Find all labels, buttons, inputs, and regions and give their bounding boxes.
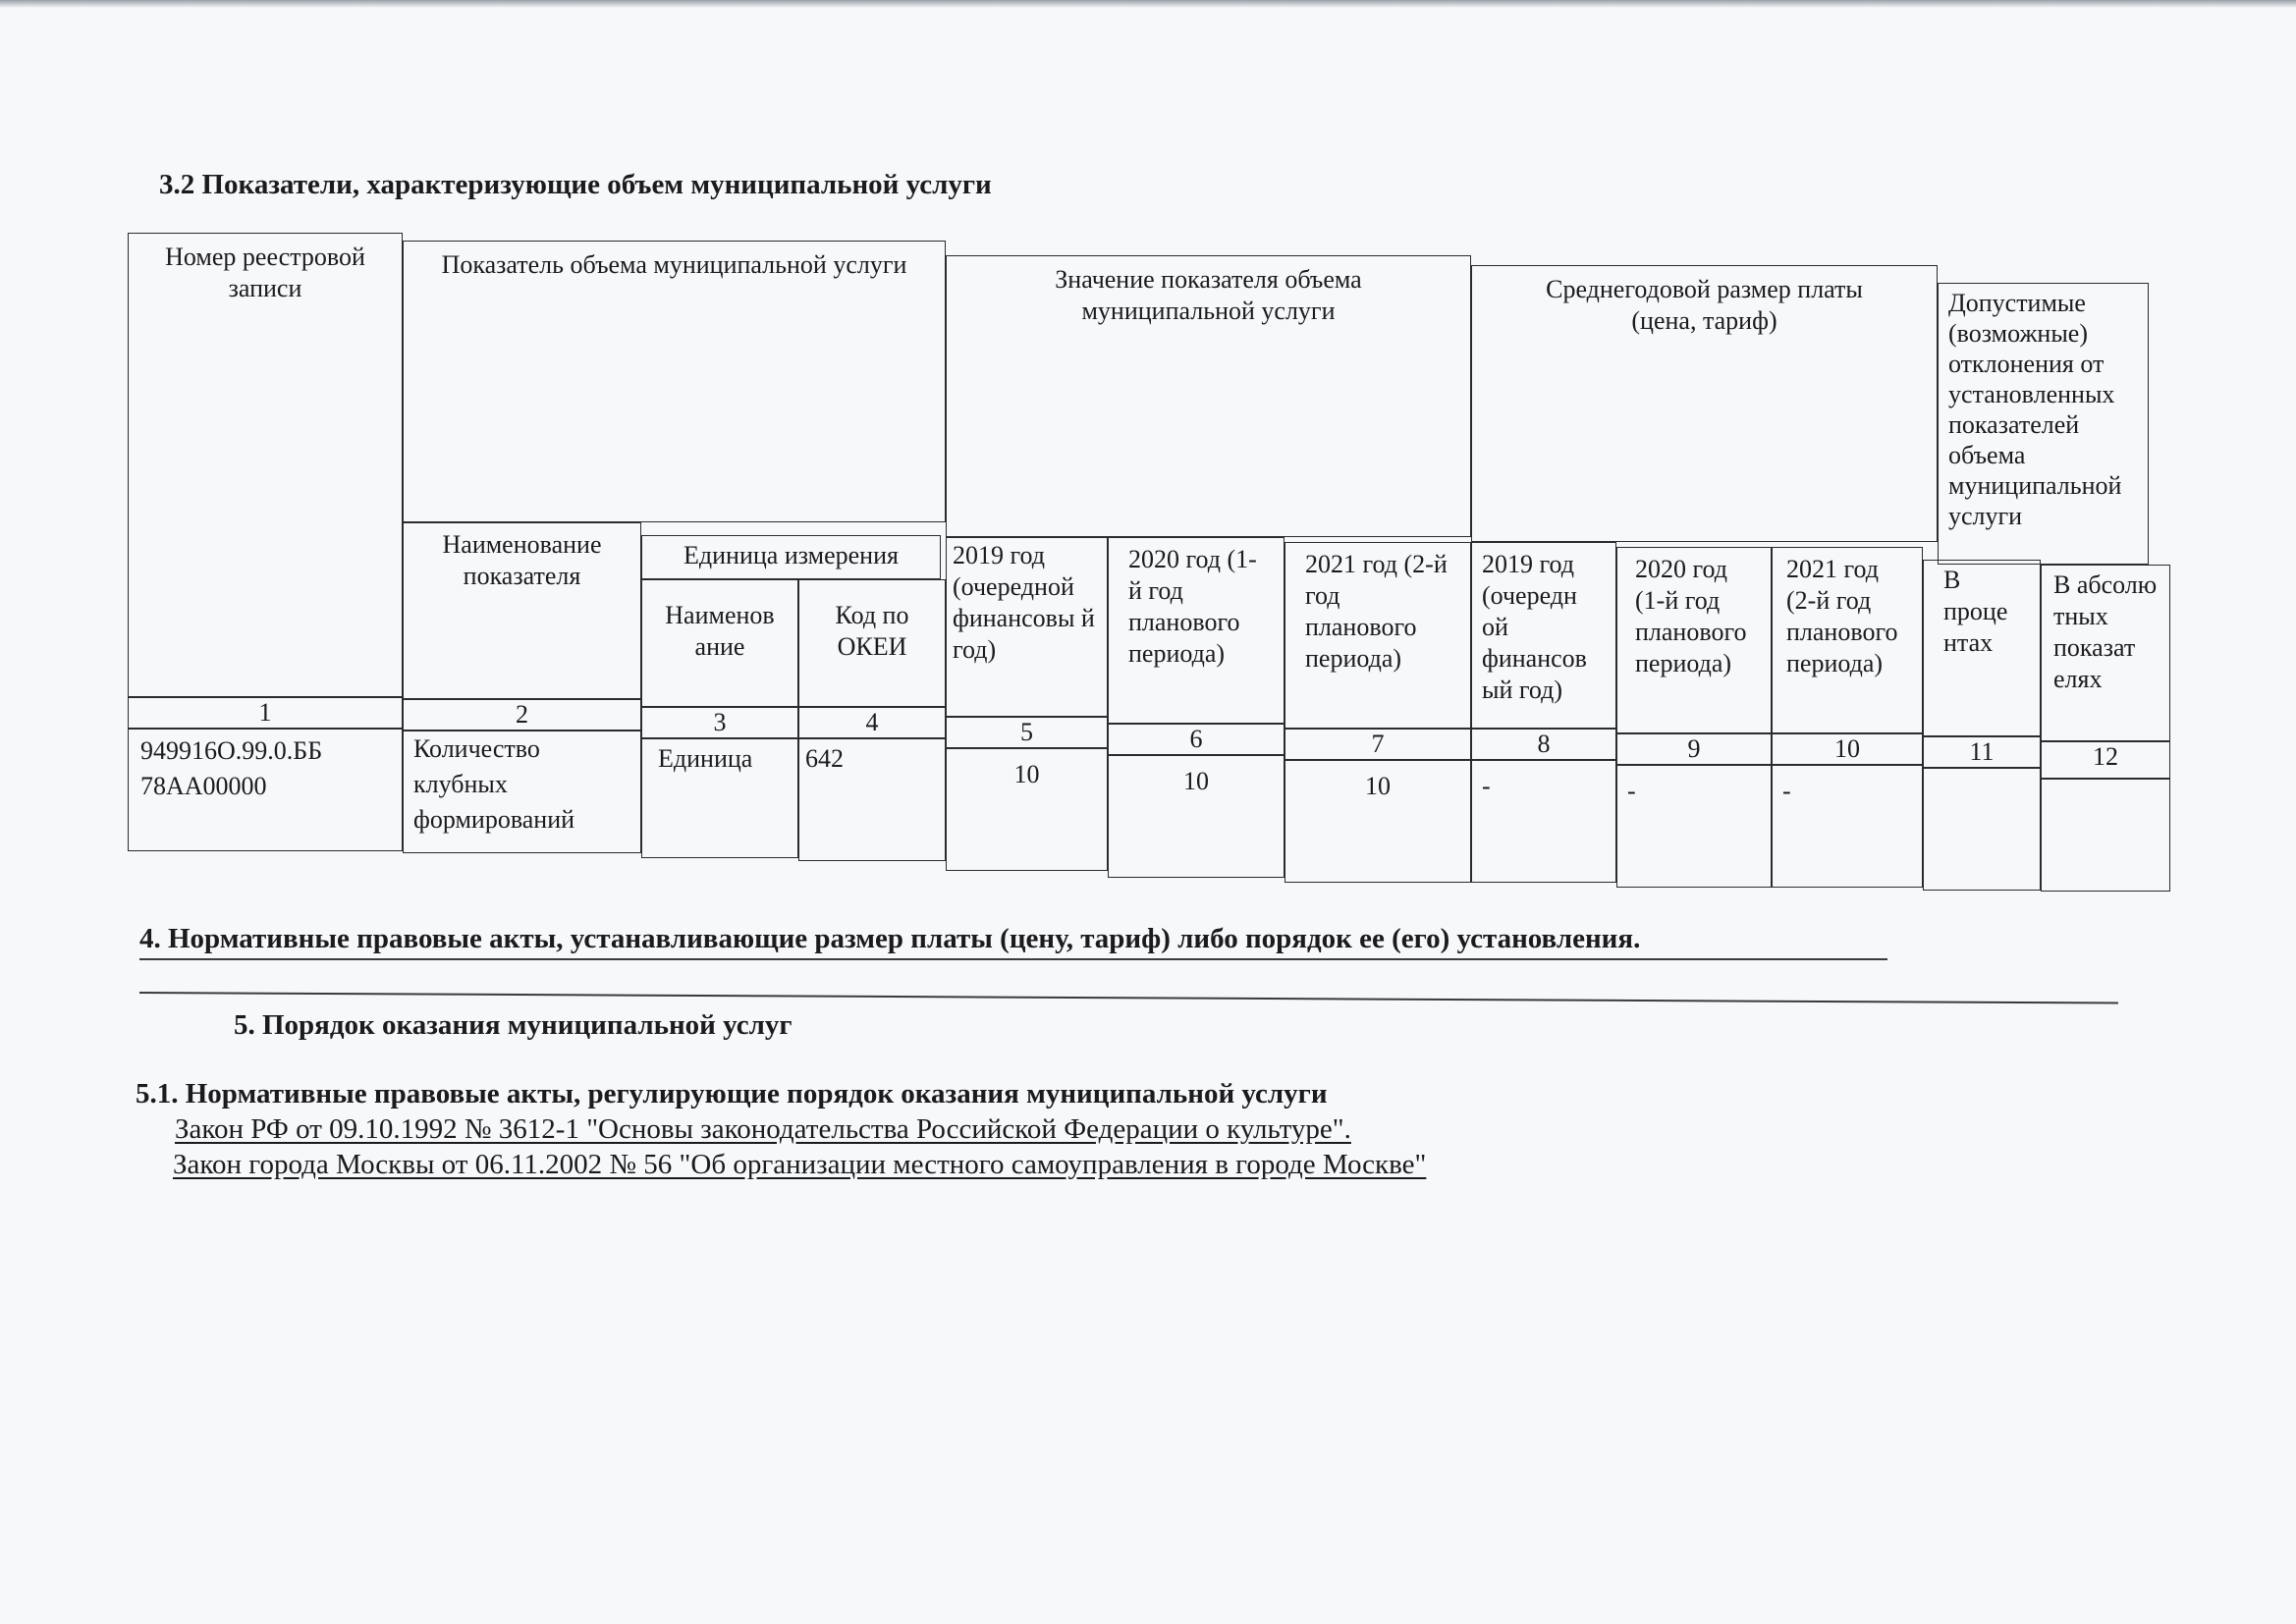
header-fee-2021: 2021 год (2-й год планового периода) bbox=[1772, 547, 1923, 733]
row-fee-2021: - bbox=[1772, 765, 1923, 888]
column-number: 12 bbox=[2041, 741, 2170, 779]
row-unit-name: Единица bbox=[641, 738, 798, 858]
header-value-2020: 2020 год (1-й год планового периода) bbox=[1108, 537, 1285, 724]
row-value-2020: 10 bbox=[1108, 755, 1285, 878]
section-4-blank-line bbox=[139, 992, 2118, 1004]
section-3-2-title: 3.2 Показатели, характеризующие объем муниципальной услуги bbox=[159, 169, 992, 200]
column-number: 6 bbox=[1108, 724, 1285, 755]
header-unit: Единица измерения bbox=[641, 535, 941, 579]
row-deviation-absolute bbox=[2041, 779, 2170, 892]
column-number: 4 bbox=[798, 707, 946, 738]
law-reference: Закон города Москвы от 06.11.2002 № 56 "Об организации местного самоуправления в городе Москве" bbox=[173, 1149, 1427, 1180]
row-indicator-name: Количество клубных формирований bbox=[403, 731, 641, 853]
row-fee-2020: - bbox=[1616, 765, 1772, 888]
header-value-2019: 2019 год (очередной финансовы й год) bbox=[946, 537, 1108, 717]
column-number: 9 bbox=[1616, 733, 1772, 765]
header-registry-number: Номер реестровой записи bbox=[128, 233, 403, 697]
column-number: 7 bbox=[1285, 729, 1471, 760]
row-okei-code: 642 bbox=[798, 738, 946, 861]
section-4-underline bbox=[139, 958, 1887, 960]
column-number: 8 bbox=[1471, 729, 1616, 760]
column-number: 11 bbox=[1923, 736, 2041, 768]
header-average-fee: Среднегодовой размер платы (цена, тариф) bbox=[1471, 265, 1938, 542]
column-number: 3 bbox=[641, 707, 798, 738]
row-fee-2019: - bbox=[1471, 760, 1616, 883]
header-unit-name: Наименов ание bbox=[641, 579, 798, 707]
law-reference: Закон РФ от 09.10.1992 № 3612-1 "Основы законодательства Российской Федерации о культуре". bbox=[175, 1113, 1351, 1145]
column-number: 5 bbox=[946, 717, 1108, 748]
header-volume-indicator: Показатель объема муниципальной услуги bbox=[403, 241, 946, 522]
row-deviation-percent bbox=[1923, 768, 2041, 891]
section-5-title: 5. Порядок оказания муниципальной услуг bbox=[234, 1009, 793, 1041]
column-number: 1 bbox=[128, 697, 403, 729]
header-deviation-absolute: В абсолю тных показат елях bbox=[2041, 565, 2170, 741]
section-5-1-title: 5.1. Нормативные правовые акты, регулирующие порядок оказания муниципальной услуги bbox=[136, 1078, 1328, 1110]
row-value-2021: 10 bbox=[1285, 760, 1471, 883]
column-number: 2 bbox=[403, 699, 641, 731]
header-allowed-deviations: Допустимые (возможные) отклонения от установленных показателей объема муниципальной услуги bbox=[1938, 283, 2149, 565]
header-value-2021: 2021 год (2-й год планового периода) bbox=[1285, 542, 1471, 729]
row-registry-number: 949916О.99.0.ББ 78АА00000 bbox=[128, 729, 403, 851]
page-edge-shadow bbox=[0, 0, 2296, 8]
header-fee-2019: 2019 год (очередн ой финансов ый год) bbox=[1471, 542, 1616, 729]
header-indicator-name: Наименование показателя bbox=[403, 522, 641, 699]
row-value-2019: 10 bbox=[946, 748, 1108, 871]
header-fee-2020: 2020 год (1-й год планового периода) bbox=[1616, 547, 1772, 733]
header-okei-code: Код по ОКЕИ bbox=[798, 579, 946, 707]
header-volume-value: Значение показателя объема муниципальной услуги bbox=[946, 255, 1471, 537]
header-deviation-percent: В проце нтах bbox=[1923, 560, 2041, 736]
column-number: 10 bbox=[1772, 733, 1923, 765]
section-4-title: 4. Нормативные правовые акты, устанавливающие размер платы (цену, тариф) либо порядок ее (его) установления. bbox=[139, 923, 1641, 954]
